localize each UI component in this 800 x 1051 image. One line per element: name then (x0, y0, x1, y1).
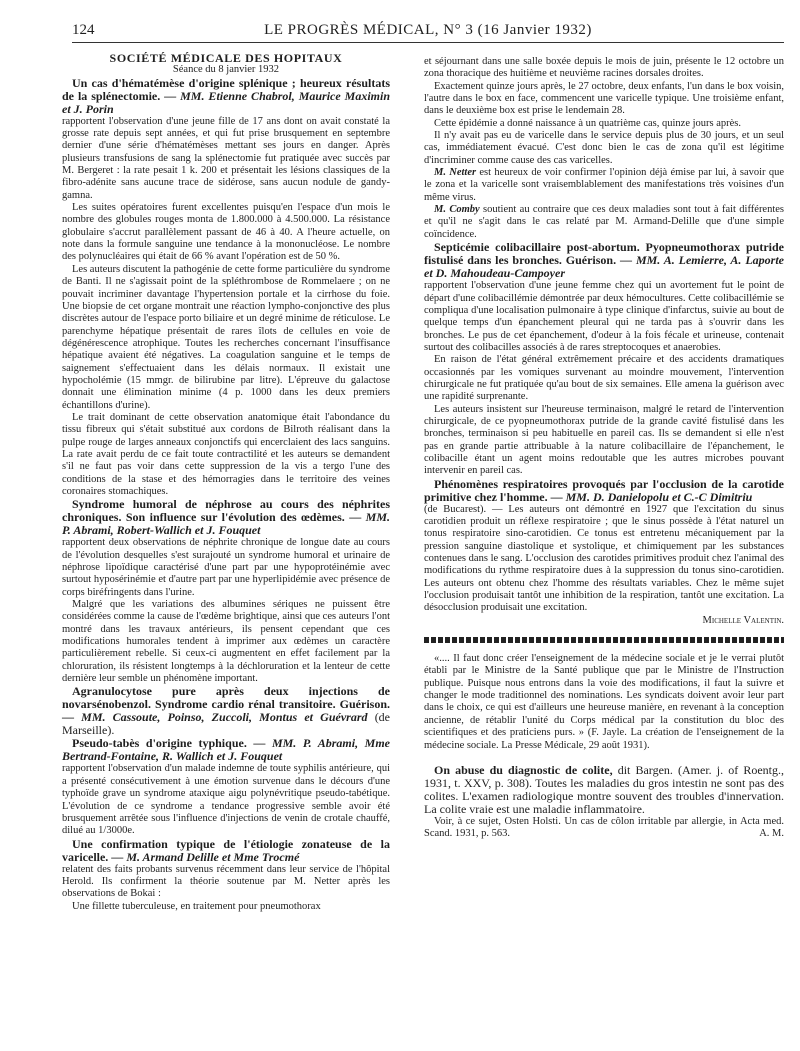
page-number: 124 (72, 22, 95, 38)
article-8-para: dit Bargen. (Amer. j. of Roentg., 1931, t. XXV, p. 308). Toutes les maladies du gros intestin ne sont pas des colites. L'examen radiologique montre souvent des troubles d'innervation. La colite vraie est une maladie inflammatoire. (424, 762, 784, 816)
speaker-name: M. Comby (434, 204, 480, 216)
article-6-para: En raison de l'état général extrêmement précaire et des accidents dramatiques occasionnés par les vomiques survenant au moindre mouvement, l'intervention chirurgicale ne fut pratiquée qu'au bout de six semaines. Elle amena la guérison avec une rapidité surprenante. (424, 354, 784, 403)
article-7-para: (de Bucarest). — Les auteurs ont démontré en 1927 que l'excitation du sinus carotidien produit un réflexe respiratoire ; que le sinus possède à l'état naturel un tonus respiratoire sino-carotidien. Ce tonus est entretenu mécaniquement par la pression sanguine diastolique et systolique, et chimiquement par les substances contenues dans le sang. L'occlusion des carotides primitives produit chez l'animal des modifications du rythme respiratoire dues à la suppression du tonus sino-carotidien. Les auteurs ont obtenu chez l'homme des résultats variables. Chez le même sujet l'occlusion produisait tantôt une inhibition de la respiration, tantôt une excitation. La désocclusion produisait une excitation. (424, 503, 784, 614)
article-8 (424, 764, 784, 816)
society-heading: SOCIÉTÉ MÉDICALE DES HOPITAUX (109, 51, 343, 65)
quotation-text: «.... Il faut donc créer l'enseignement de la médecine sociale et je le verrai plutôt établi par le Ministre de la Santé publique que par le Ministre de l'Instruction publique. Puisque nous entrons dans la voie des modifications, il faut la suivre et changer le mode traditionnel des nominations. Les syndicats doivent avoir leur part dans le choix, ce qui est d'ailleurs une heureuse manière, en revenant à la conception ancienne, de rétablir l'unité du Corps médical par la constitution du bloc des scientifiques et des praticiens purs. » (F. Jayle. La création de l'enseignement de la médecine sociale. La Presse Médicale, 29 août 1931). (424, 653, 784, 751)
article-4-authors: MM. P. Abrami, Mme Bertrand-Fontaine, R. Wallich et J. Fouquet (62, 736, 390, 764)
article-7-title: Phénomènes respiratoires provoqués par l'occlusion de la carotide primitive chez l'homme. — (424, 476, 784, 504)
speaker-text: soutient au contraire que ces deux maladies sont tout à fait différentes et qu'il ne s'agit dans le cas relaté par M. Armand-Delille que d'une simple coïncidence. (424, 204, 785, 240)
quotation-block (424, 653, 784, 752)
article-5-para: Une fillette tuberculeuse, en traitement pour pneumothorax (72, 900, 321, 912)
article-4 (62, 737, 390, 763)
article-5-continued: et séjournant dans une salle boxée depuis le mois de juin, présente le 12 octobre un zona thoracique des huitième et neuvième racines dorsales droites. (424, 56, 784, 80)
page-header (72, 22, 784, 40)
right-column (424, 56, 784, 841)
article-6-title: Septicémie colibacillaire post-abortum. Pyopneumothorax putride fistulisé dans les bronches. Guérison. — (424, 240, 784, 268)
article-6-authors: MM. A. Lemierre, A. Laporte et D. Mahoudeau-Campoyer (424, 253, 785, 281)
article-5 (62, 838, 390, 864)
article-8-title: On abuse du diagnostic de colite, (434, 762, 613, 777)
article-2-title: Syndrome humoral de néphrose au cours des néphrites chroniques. Son influence sur l'évolution des œdèmes. — (62, 497, 390, 525)
article-1-title: Un cas d'hématémèse d'origine splénique ; heureux résultats de la splénectomie. — (62, 75, 390, 103)
speaker-name: M. Netter (434, 167, 477, 179)
article-5-para: relatent des faits probants survenus récemment dans leur service de l'hôpital Herold. Ils confirment la théorie soutenue par M. Netter après les observations de Bokai : (62, 863, 390, 900)
article-6-para: Les auteurs insistent sur l'heureuse terminaison, malgré le retard de l'intervention chirurgicale, de ce pyopneumothorax putride de la grande cavité fistulisé dans les bronches, terminaison si peu habituelle en pareil cas. Ils se demandent si elle n'est pas en grande partie attribuable à la nature colibacillaire de l'épanchement, le colibacille étant un agent moins redoutable que les autres microbes pouvant intervenir en pareil cas. (424, 403, 784, 477)
article-6-para: rapportent l'observation d'une jeune femme chez qui un avortement fut le point de départ d'une colibacillémie démontrée par deux hémocultures. Cette colibacillémie se compliqua d'une localisation pulmonaire à type clinique d'infarctus, suivie au bout de quelque temps d'un épanchement pleural qui ne tarda pas à s'ouvrir dans les bronches. Le pus de cet épanchement, d'odeur à la fois fécale et urineuse, contenait surtout des colibacilles associés à de rares streptocoques et anaerobies. (424, 280, 784, 353)
discussion-comby (424, 204, 784, 241)
article-5-title: Une confirmation typique de l'étiologie zonateuse de la varicelle. — (62, 836, 390, 864)
article-7-authors: MM. D. Danielopolu et C.-C Dimitriu (565, 489, 753, 504)
article-3 (62, 685, 390, 737)
section-separator (424, 637, 784, 643)
left-column (62, 52, 390, 913)
article-3-authors: MM. Cassoute, Poinso, Zuccoli, Montus et Guévrard (81, 710, 368, 725)
journal-title: LE PROGRÈS MÉDICAL, N° 3 (16 Janvier 1932) (264, 22, 592, 38)
article-2-para: rapportent deux observations de néphrite chronique de longue date au cours de l'évolution desquelles s'est surajouté un syndrome humoral et urinaire de néphrose lipoïdique caractérisé d'une part par une hypoprotéinémie avec surtout hyposérinémie et d'autre part par une hyperlipidémie avec présence de corps biréfringents dans l'urine. (62, 537, 390, 598)
report-signature: Michelle Valentin. (702, 614, 784, 626)
article-6 (424, 241, 784, 280)
article-7 (424, 478, 784, 504)
article-1 (62, 77, 390, 116)
article-1-para: Les suites opératoires furent excellentes puisqu'en l'espace d'un mois le nombre des globules rouges monta de 1.800.000 à 4.500.000. La résistance globulaire s'accrut parallèlement passant de 46 à 40. A l'heure actuelle, on note dans la formule sanguine une tendance à la mononucléose. Le nombre des polynucléaires qui était de 66 % avant l'opération est de 50 %. (62, 202, 390, 263)
article-1-para: Les auteurs discutent la pathogénie de cette forme particulière du syndrome de Banti. Il ne s'agissait point de la spléthrombose de Rommelaere ; on ne pouvait incriminer davantage l'hypertension portale et la cirrhose du foie. Une biopsie de cet organe montrait une réaction lympho-conjonctive des plus discrètes autour de l'espace porto biliaire et un degré minime de réticulose. Le parenchyme hépatique présentait de rares îlots de cellules en voie de dégénérescence atrophique. Toutes les recherches concernant l'insuffisance hépatique avaient été négatives. La coagulation sanguine et le temps de saignement s'effectuaient dans les délais normaux. Il existait une hypocholémie (15 mmgr. de bilirubine par litre). L'épreuve du galactose donnait une élimination minime (4 p. 1000 dans les deux premiers échantillons d'urine). (62, 263, 390, 411)
article-5-continued: Cette épidémie a donné naissance à un quatrième cas, quinze jours après. (434, 117, 742, 129)
article-2-authors: MM. P. Abrami, Robert-Wallich et J. Fouquet (62, 510, 391, 538)
article-5-authors: M. Armand Delille et Mme Trocmé (126, 849, 300, 864)
article-5-continued: Exactement quinze jours après, le 27 octobre, deux enfants, l'un dans le box voisin, l'autre dans le box en face, commencent une varicelle typique. Une troisième enfant, dans le deuxième box est prise le lendemain 28. (424, 80, 784, 117)
article-8-signature: A. M. (759, 828, 784, 840)
session-date: Séance du 8 janvier 1932 (172, 64, 280, 76)
header-rule (72, 42, 784, 43)
article-2-para: Malgré que les variations des albumines sériques ne puissent être considérées comme la cause de l'œdème brightique, ainsi que ces auteurs l'ont montré dans les travaux antérieurs, ils pensent cependant que ces modifications humorales tendent à imprimer aux œdèmes un caractère particulièrement rebelle. Si ceux-ci augmentent en effet facilement par la chloruration, ils résistent longtemps à la déchloruration et la lenteur de cette dernière leur semble un phénomène important. (62, 599, 390, 685)
discussion-netter (424, 167, 784, 204)
article-4-title: Pseudo-tabès d'origine typhique. — (72, 736, 266, 751)
article-4-para: rapportent l'observation d'un malade indemne de toute syphilis antérieure, qui a présenté consécutivement à une émotion survenue dans le décours d'une typhoïde grave un syndrome ataxique aigu polynévritique pseudo-tabétique. L'évolution de ce syndrome a tendance progressive semble avoir été brusquement arrêtée sous l'influence d'injections de venin de crotale chauffé, dilué au 1/3000e. (62, 763, 390, 837)
article-3-title: Agranulocytose pure après deux injections de novarsénobenzol. Syndrome cardio rénal transitoire. Guérison. — (62, 684, 390, 725)
article-5-continued: Il n'y avait pas eu de varicelle dans le service depuis plus de 30 jours, et un seul cas, immédiatement évacué. C'est donc bien le cas de zona qu'il est légitime d'incriminer comme cause des cas varicelles. (424, 130, 784, 166)
article-8-para (424, 816, 784, 841)
article-1-para: rapportent l'observation d'une jeune fille de 17 ans dont on avait constaté la grosse rate depuis sept années, et qui fut prise brusquement en septembre dernier d'une série d'hématémèses mettant ses jours en danger. Après plusieurs transfusions de sang la splénectomie fut pratiquée avec succès par M. Bergeret : la rate pesait 1 k. 200 et présentait les lésions classiques de la fibro-adénite sans aucune trace de sidérose, sans aucun nodule de gandy-gamna. (62, 115, 390, 201)
article-3-origin: (de Marseille). (62, 710, 391, 738)
article-1-authors: MM. Etienne Chabrol, Maurice Maximin et J. Porin (62, 88, 390, 116)
article-2 (62, 498, 390, 537)
article-8-note: Voir, à ce sujet, Osten Holsti. Un cas de côlon irritable par allergie, in Acta med. Scand. 1931, p. 563. (424, 815, 784, 840)
speaker-text: est heureux de voir confirmer l'opinion déjà émise par lui, à savoir que le zona et la varicelle sont vraisemblablement des manifestations très voisines d'un même virus. (424, 167, 785, 203)
article-1-para: Le trait dominant de cette observation anatomique était l'abondance du tissu fibreux qui s'était substitué aux cordons de Bilroth réalisant dans la pulpe rouge de larges anneaux conjonctifs qui encerclaient des lacs sanguins. La rate avait perdu de ce fait toute contractilité et les auteurs se demandent s'il ne faut pas voir dans cette suppression de la vis a tergo l'une des conditions de la stase et des hémorragies dans le territoire des veines coronaires stomachiques. (62, 411, 390, 497)
